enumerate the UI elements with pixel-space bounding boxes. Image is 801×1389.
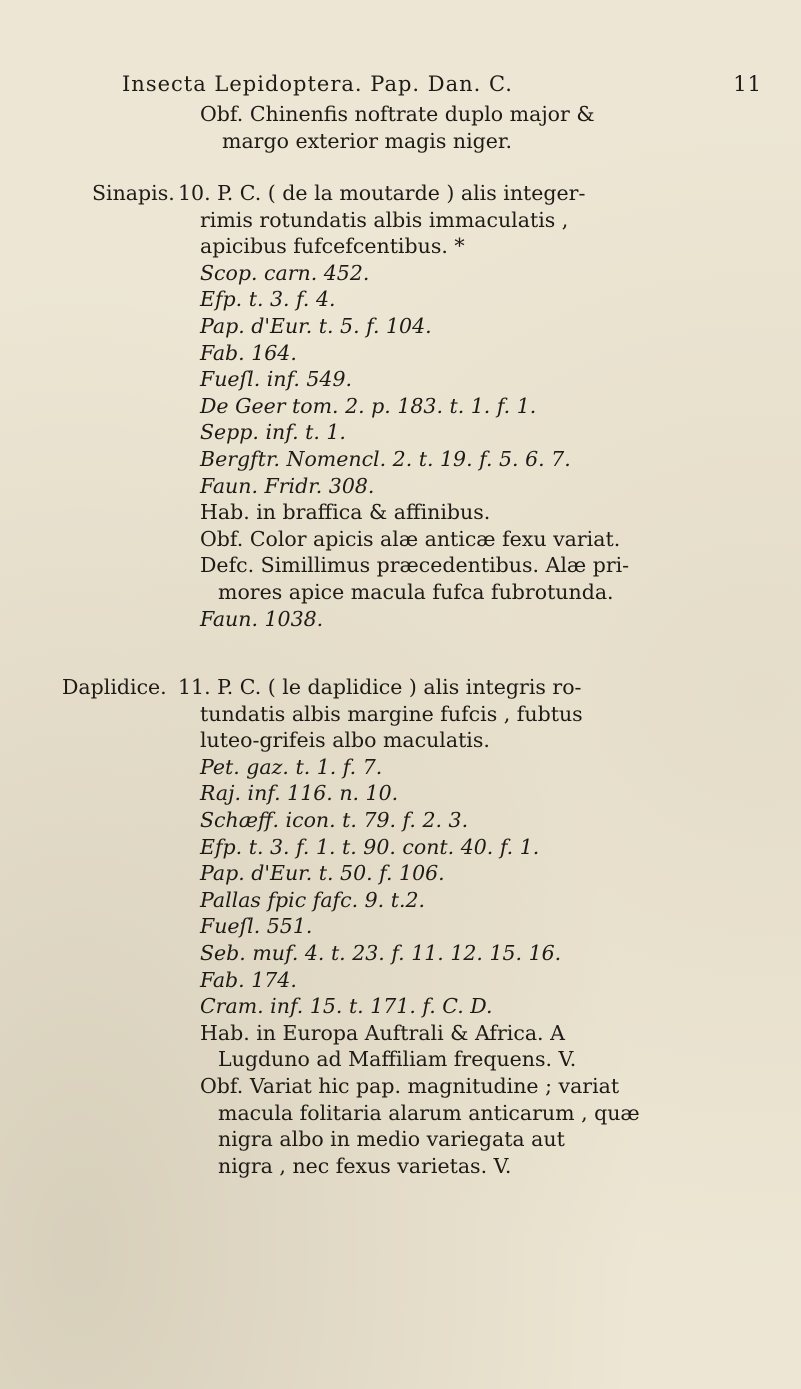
reference-line: Pet. gaz. t. 1. f. 7. (200, 754, 383, 779)
reference-line: Scop. carn. 452. (200, 260, 370, 285)
text-line: Obf. Chinenfis noftrate duplo major & (200, 102, 595, 126)
reference-line: Fab. 174. (200, 967, 297, 992)
text-line: rimis rotundatis albis immaculatis , (200, 207, 569, 232)
reference-line: Faun. 1038. (200, 606, 324, 631)
observation-line: Obf. Color apicis alæ anticæ fexu variat. (200, 526, 621, 551)
observation-line: Obf. Variat hic pap. magnitudine ; variat (200, 1073, 620, 1098)
reference-line: Pallas fpic fafc. 9. t.2. (200, 887, 426, 912)
reference-line: Faun. Fridr. 308. (200, 473, 375, 498)
reference-line: Fueſl. 551. (200, 914, 313, 939)
reference-line: Cram. inf. 15. t. 171. f. C. D. (200, 994, 493, 1019)
reference-line: De Geer tom. 2. p. 183. t. 1. f. 1. (200, 393, 537, 418)
habitat-line: Hab. in Europa Auftrali & Africa. A (200, 1020, 565, 1045)
observation-line: macula folitaria alarum anticarum , quæ (218, 1100, 640, 1125)
reference-line: Bergftr. Nomencl. 2. t. 19. f. 5. 6. 7. (200, 446, 571, 471)
text-line: apicibus fufcefcentibus. * (200, 234, 465, 259)
habitat-line: Hab. in braffica & affinibus. (200, 500, 491, 525)
reference-line: Raj. inf. 116. n. 10. (200, 781, 399, 806)
text-line: 11. P. C. ( le daplidice ) alis integris ro- (178, 675, 582, 699)
intro-observation (200, 101, 760, 154)
species-label-sinapis: Sinapis. (92, 181, 175, 205)
reference-line: Efp. t. 3. f. 1. t. 90. cont. 40. f. 1. (200, 834, 540, 859)
reference-line: Seb. muf. 4. t. 23. f. 11. 12. 15. 16. (200, 940, 562, 965)
observation-line: nigra , nec fexus varietas. V. (218, 1153, 512, 1178)
text-line: luteo-grifeis albo maculatis. (200, 728, 490, 753)
text-line: 10. P. C. ( de la moutarde ) alis integer- (178, 181, 586, 205)
reference-line: Fueſl. inf. 549. (200, 367, 353, 392)
description-line: Defc. Simillimus præcedentibus. Alæ pri- (200, 553, 630, 578)
entry-sinapis (178, 180, 738, 632)
running-title: Insecta Lepidoptera. Pap. Dan. C. (122, 72, 513, 96)
description-line: mores apice macula fufca fubrotunda. (218, 579, 614, 604)
text-line: tundatis albis margine fufcis , fubtus (200, 701, 583, 726)
reference-line: Efp. t. 3. f. 4. (200, 287, 336, 312)
habitat-line: Lugduno ad Maffiliam frequens. V. (218, 1047, 577, 1072)
page-number: 11 (733, 72, 762, 96)
observation-line: nigra albo in medio variegata aut (218, 1127, 565, 1152)
reference-line: Sepp. inf. t. 1. (200, 420, 346, 445)
species-label-daplidice: Daplidice. (62, 675, 167, 699)
reference-line: Fab. 164. (200, 340, 297, 365)
entry-daplidice (178, 674, 738, 1179)
running-header (122, 72, 762, 96)
reference-line: Schæff. icon. t. 79. f. 2. 3. (200, 807, 469, 832)
reference-line: Pap. d'Eur. t. 5. f. 104. (200, 313, 432, 338)
reference-line: Pap. d'Eur. t. 50. f. 106. (200, 861, 445, 886)
text-line: margo exterior magis niger. (222, 128, 512, 153)
